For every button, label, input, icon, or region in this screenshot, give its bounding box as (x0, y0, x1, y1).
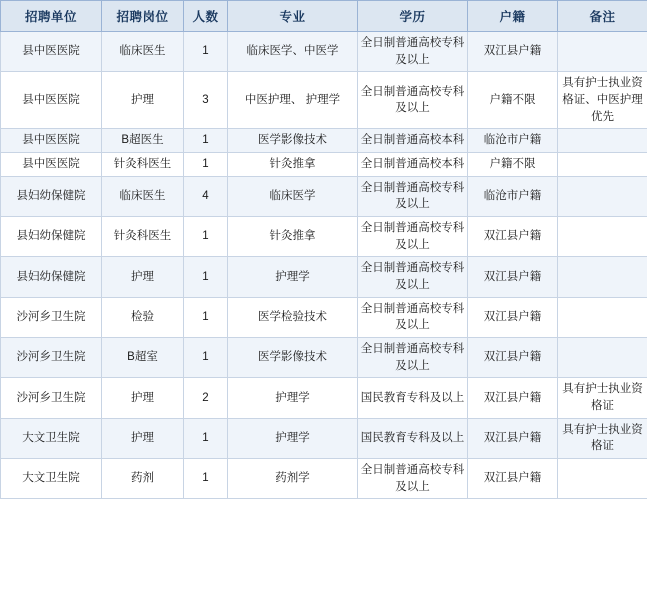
cell-unit: 沙河乡卫生院 (1, 338, 102, 378)
cell-residence: 双江县户籍 (468, 297, 558, 337)
cell-position: B超室 (102, 338, 184, 378)
cell-remark (558, 176, 647, 216)
table-header-row (1, 1, 647, 32)
cell-count: 1 (184, 418, 228, 458)
cell-education: 全日制普通高校专科及以上 (358, 297, 468, 337)
cell-unit: 县妇幼保健院 (1, 257, 102, 297)
cell-count: 1 (184, 153, 228, 177)
cell-remark (558, 129, 647, 153)
cell-count: 1 (184, 459, 228, 499)
column-header-unit: 招聘单位 (1, 1, 102, 32)
cell-residence: 双江县户籍 (468, 338, 558, 378)
cell-education: 全日制普通高校专科及以上 (358, 217, 468, 257)
cell-residence: 户籍不限 (468, 72, 558, 129)
cell-major: 临床医学、中医学 (228, 32, 358, 72)
cell-count: 1 (184, 32, 228, 72)
column-header-education: 学历 (358, 1, 468, 32)
cell-education: 全日制普通高校本科 (358, 129, 468, 153)
table-row (1, 338, 647, 378)
cell-major: 护理学 (228, 418, 358, 458)
table-row (1, 176, 647, 216)
column-header-residence: 户籍 (468, 1, 558, 32)
cell-position: 护理 (102, 378, 184, 418)
cell-major: 医学影像技术 (228, 129, 358, 153)
cell-education: 国民教育专科及以上 (358, 418, 468, 458)
cell-major: 医学影像技术 (228, 338, 358, 378)
table-row (1, 257, 647, 297)
cell-residence: 临沧市户籍 (468, 176, 558, 216)
cell-position: 药剂 (102, 459, 184, 499)
cell-major: 针灸推拿 (228, 153, 358, 177)
cell-position: 临床医生 (102, 176, 184, 216)
cell-position: 护理 (102, 257, 184, 297)
cell-education: 全日制普通高校专科及以上 (358, 72, 468, 129)
cell-education: 全日制普通高校专科及以上 (358, 257, 468, 297)
table-row (1, 378, 647, 418)
cell-unit: 大文卫生院 (1, 459, 102, 499)
cell-count: 1 (184, 257, 228, 297)
cell-unit: 沙河乡卫生院 (1, 378, 102, 418)
cell-major: 临床医学 (228, 176, 358, 216)
cell-major: 药剂学 (228, 459, 358, 499)
cell-education: 全日制普通高校本科 (358, 153, 468, 177)
cell-unit: 县妇幼保健院 (1, 217, 102, 257)
cell-residence: 双江县户籍 (468, 32, 558, 72)
table-row (1, 153, 647, 177)
cell-remark (558, 297, 647, 337)
cell-unit: 县中医医院 (1, 153, 102, 177)
cell-residence: 临沧市户籍 (468, 129, 558, 153)
cell-remark: 具有护士执业资格证 (558, 418, 647, 458)
table-row (1, 32, 647, 72)
table-row (1, 72, 647, 129)
column-header-major: 专业 (228, 1, 358, 32)
cell-unit: 县中医医院 (1, 32, 102, 72)
table-row (1, 459, 647, 499)
table-body (1, 32, 647, 499)
cell-education: 全日制普通高校专科及以上 (358, 459, 468, 499)
column-header-count: 人数 (184, 1, 228, 32)
cell-count: 4 (184, 176, 228, 216)
cell-remark (558, 257, 647, 297)
cell-major: 护理学 (228, 257, 358, 297)
cell-unit: 县中医医院 (1, 72, 102, 129)
cell-remark (558, 459, 647, 499)
table-row (1, 217, 647, 257)
cell-residence: 双江县户籍 (468, 217, 558, 257)
cell-count: 1 (184, 129, 228, 153)
cell-remark: 具有护士执业资格证 (558, 378, 647, 418)
column-header-position: 招聘岗位 (102, 1, 184, 32)
cell-count: 1 (184, 297, 228, 337)
cell-residence: 双江县户籍 (468, 418, 558, 458)
cell-count: 3 (184, 72, 228, 129)
cell-unit: 县妇幼保健院 (1, 176, 102, 216)
cell-residence: 双江县户籍 (468, 257, 558, 297)
cell-education: 全日制普通高校专科及以上 (358, 32, 468, 72)
cell-position: 护理 (102, 418, 184, 458)
cell-major: 中医护理、 护理学 (228, 72, 358, 129)
cell-position: 针灸科医生 (102, 217, 184, 257)
cell-education: 全日制普通高校专科及以上 (358, 176, 468, 216)
cell-position: B超医生 (102, 129, 184, 153)
cell-remark (558, 32, 647, 72)
cell-position: 护理 (102, 72, 184, 129)
cell-unit: 沙河乡卫生院 (1, 297, 102, 337)
cell-position: 检验 (102, 297, 184, 337)
cell-major: 针灸推拿 (228, 217, 358, 257)
cell-residence: 双江县户籍 (468, 459, 558, 499)
cell-count: 1 (184, 338, 228, 378)
cell-count: 2 (184, 378, 228, 418)
cell-count: 1 (184, 217, 228, 257)
table-row (1, 418, 647, 458)
cell-residence: 户籍不限 (468, 153, 558, 177)
column-header-remark: 备注 (558, 1, 647, 32)
cell-major: 医学检验技术 (228, 297, 358, 337)
cell-unit: 大文卫生院 (1, 418, 102, 458)
table-row (1, 297, 647, 337)
cell-unit: 县中医医院 (1, 129, 102, 153)
cell-major: 护理学 (228, 378, 358, 418)
table-header (1, 1, 647, 32)
cell-education: 全日制普通高校专科及以上 (358, 338, 468, 378)
table-row (1, 129, 647, 153)
cell-education: 国民教育专科及以上 (358, 378, 468, 418)
cell-remark: 具有护士执业资格证、中医护理优先 (558, 72, 647, 129)
cell-remark (558, 153, 647, 177)
cell-remark (558, 217, 647, 257)
cell-position: 针灸科医生 (102, 153, 184, 177)
cell-remark (558, 338, 647, 378)
cell-residence: 双江县户籍 (468, 378, 558, 418)
cell-position: 临床医生 (102, 32, 184, 72)
